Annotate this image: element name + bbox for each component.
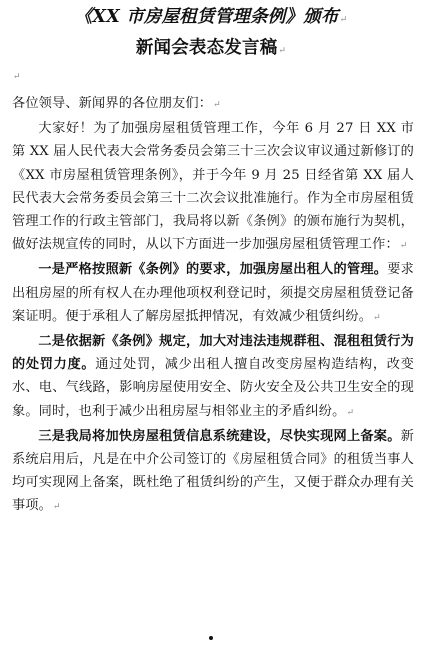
document-title-line-1 <box>0 4 422 33</box>
point-2-paragraph <box>12 330 414 425</box>
blank-line <box>0 64 422 84</box>
paragraph-mark-icon: ↵ <box>346 407 355 418</box>
bottom-dot <box>209 636 213 640</box>
intro-paragraph <box>12 117 414 258</box>
paragraph-mark-icon: ↵ <box>399 241 408 252</box>
document-title-line-2 <box>0 35 422 64</box>
document-body <box>12 92 414 520</box>
point-2-text: 通过处罚，减少出租人擅自改变房屋构造结构，改变水、电、气线路，影响房屋使用安全、防火安全及公共卫生安全的现象。同时，也利于减少出租房屋与相邻业主的矛盾纠纷。 <box>12 357 415 419</box>
point-2-heading: 二是依据新《条例》规定，加大对违法违规群租、混租租赁行为的处罚力度。 <box>12 334 414 373</box>
paragraph-mark-icon: ↵ <box>339 15 348 25</box>
salutation-paragraph <box>12 92 414 117</box>
point-3-heading: 三是我局将加快房屋租赁信息系统建设，尽快实现网上备案。 <box>38 428 401 444</box>
title-line-2-text: 新闻会表态发言稿 <box>135 38 278 58</box>
point-1-text: 要求出租房屋的所有权人在办理他项权利登记时，须提交房屋租赁登记备案证明。便于承租人了解房屋抵押情况，有效减少租赁纠纷。 <box>12 262 414 324</box>
title-line-1-text: 《XX 市房屋租赁管理条例》颁布 <box>74 7 339 27</box>
paragraph-mark-icon: ↵ <box>213 100 221 110</box>
intro-text: 大家好！为了加强房屋租赁管理工作，今年 6 月 27 日 XX 市第 XX 届人民代表大会常务委员会第三十三次会议审议通过新修订的《XX 市房屋租赁管理条例》，并于今年 9 月 25 日经省第 XX 届人民代表大会常务委员会第三十二次会议批准施行。作为全市房屋租赁管理工作的行政主管部门，我局将以新《条例》的颁布施行为契机，做好法规宣传的同时，从以下方面进一步加强房屋租赁管理工作： <box>12 121 414 253</box>
paragraph-mark-icon: ↵ <box>278 46 287 56</box>
point-1-paragraph <box>12 258 414 330</box>
paragraph-mark-icon: ↵ <box>53 502 61 513</box>
salutation-text: 各位领导、新闻界的各位朋友们： <box>12 96 213 111</box>
paragraph-mark-icon: ↵ <box>13 72 21 82</box>
point-1-heading: 一是严格按照新《条例》的要求，加强房屋出租人的管理。 <box>38 262 388 278</box>
point-3-paragraph <box>12 425 414 520</box>
paragraph-mark-icon: ↵ <box>373 312 381 323</box>
point-3-text: 新系统启用后，凡是在中介公司签订的《房屋租赁合同》的租赁当事人均可实现网上备案，既杜绝了租赁纠纷的产生，又便于群众办理有关事项。 <box>12 428 414 514</box>
